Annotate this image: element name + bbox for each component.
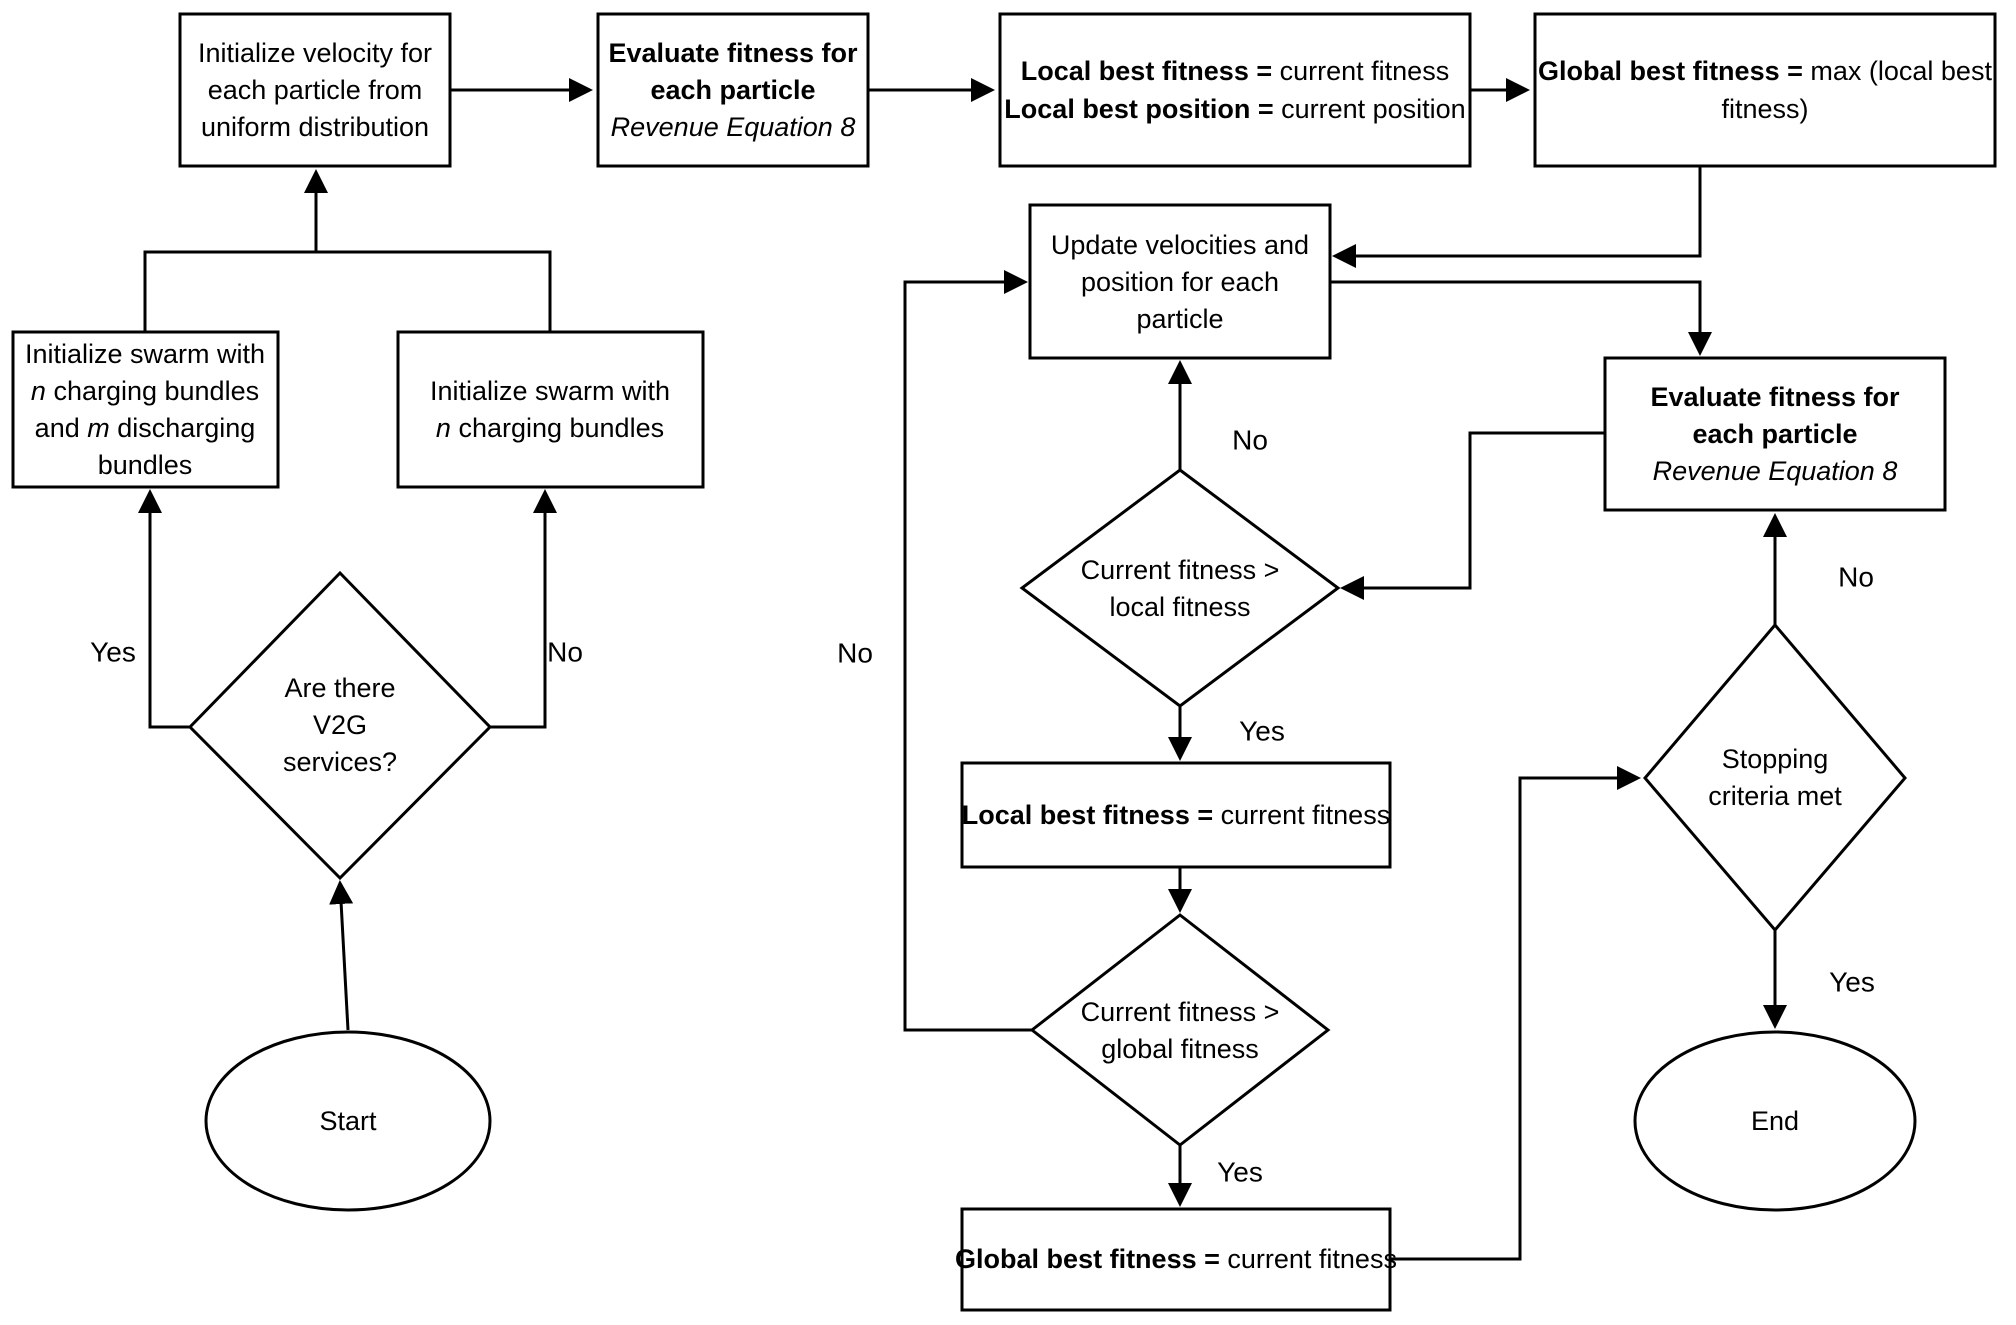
edge-global-no xyxy=(905,282,1032,1030)
local-decision-line1: Current fitness > xyxy=(1080,555,1280,585)
edge-update-to-evaluate-loop xyxy=(1330,282,1700,353)
global-decision-line1: Current fitness > xyxy=(1080,997,1280,1027)
edge-evaluate-loop-to-local-diamond xyxy=(1343,433,1605,588)
local-decision-line2: local fitness xyxy=(1109,592,1251,622)
v2g-no-label: No xyxy=(547,636,583,668)
init-swarm-charging-line1: Initialize swarm with xyxy=(429,376,671,406)
start-label: Start xyxy=(319,1106,377,1136)
local-best-init-line2: Local best position = current position xyxy=(1004,94,1466,124)
local-yes-label: Yes xyxy=(1239,715,1285,747)
process-init-swarm-charging-box xyxy=(398,332,703,487)
evaluate-loop-line1: Evaluate fitness for xyxy=(1650,382,1900,412)
evaluate-top-line1: Evaluate fitness for xyxy=(608,38,858,68)
evaluate-loop-line2: each particle xyxy=(1692,419,1858,449)
stopping-decision-line2: criteria met xyxy=(1708,781,1842,811)
global-best-init-line2: fitness) xyxy=(1721,94,1809,124)
global-decision-line2: global fitness xyxy=(1101,1034,1259,1064)
v2g-yes-label: Yes xyxy=(90,636,136,668)
local-best-update-text: Local best fitness = current fitness xyxy=(961,800,1391,830)
local-no-label: No xyxy=(1232,424,1268,456)
global-no-label: No xyxy=(837,637,873,669)
edge-start-to-v2g xyxy=(340,883,348,1030)
end-label: End xyxy=(1750,1106,1800,1136)
decision-global-fitness-diamond xyxy=(1032,915,1328,1145)
stop-no-label: No xyxy=(1838,561,1874,593)
edge-merge-connector xyxy=(145,252,550,332)
global-best-init-line1: Global best fitness = max (local best xyxy=(1538,56,1992,86)
process-local-best-init-box xyxy=(1000,14,1470,166)
update-velocities-line1: Update velocities and xyxy=(1050,230,1310,260)
update-velocities-line3: particle xyxy=(1136,304,1224,334)
v2g-decision-line1: Are there xyxy=(284,673,396,703)
process-global-best-init-box xyxy=(1535,14,1995,166)
init-swarm-v2g-line3: and m discharging xyxy=(34,413,256,443)
decision-local-fitness-diamond xyxy=(1022,470,1338,706)
v2g-decision-line2: V2G xyxy=(312,710,368,740)
global-yes-label: Yes xyxy=(1217,1156,1263,1188)
edge-global-best-to-stopping xyxy=(1390,778,1638,1259)
init-velocity-line1: Initialize velocity for xyxy=(197,38,433,68)
init-swarm-v2g-line1: Initialize swarm with xyxy=(24,339,266,369)
init-swarm-charging-line2: n charging bundles xyxy=(435,413,665,443)
evaluate-top-line3: Revenue Equation 8 xyxy=(610,112,856,142)
init-velocity-line3: uniform distribution xyxy=(200,112,430,142)
global-best-update-text: Global best fitness = current fitness xyxy=(955,1244,1397,1274)
edge-v2g-yes xyxy=(150,492,190,727)
update-velocities-line2: position for each xyxy=(1080,267,1280,297)
init-velocity-line2: each particle from xyxy=(207,75,423,105)
init-swarm-v2g-line2: n charging bundles xyxy=(30,376,260,406)
init-swarm-v2g-line4: bundles xyxy=(97,450,193,480)
edge-global-init-to-update xyxy=(1335,166,1700,256)
local-best-init-line1: Local best fitness = current fitness xyxy=(1020,56,1450,86)
stop-yes-label: Yes xyxy=(1829,966,1875,998)
stopping-decision-line1: Stopping xyxy=(1721,744,1829,774)
decision-stopping-diamond xyxy=(1645,625,1905,930)
evaluate-top-line2: each particle xyxy=(650,75,816,105)
evaluate-loop-line3: Revenue Equation 8 xyxy=(1652,456,1898,486)
edge-v2g-no xyxy=(490,492,545,727)
v2g-decision-line3: services? xyxy=(282,747,398,777)
